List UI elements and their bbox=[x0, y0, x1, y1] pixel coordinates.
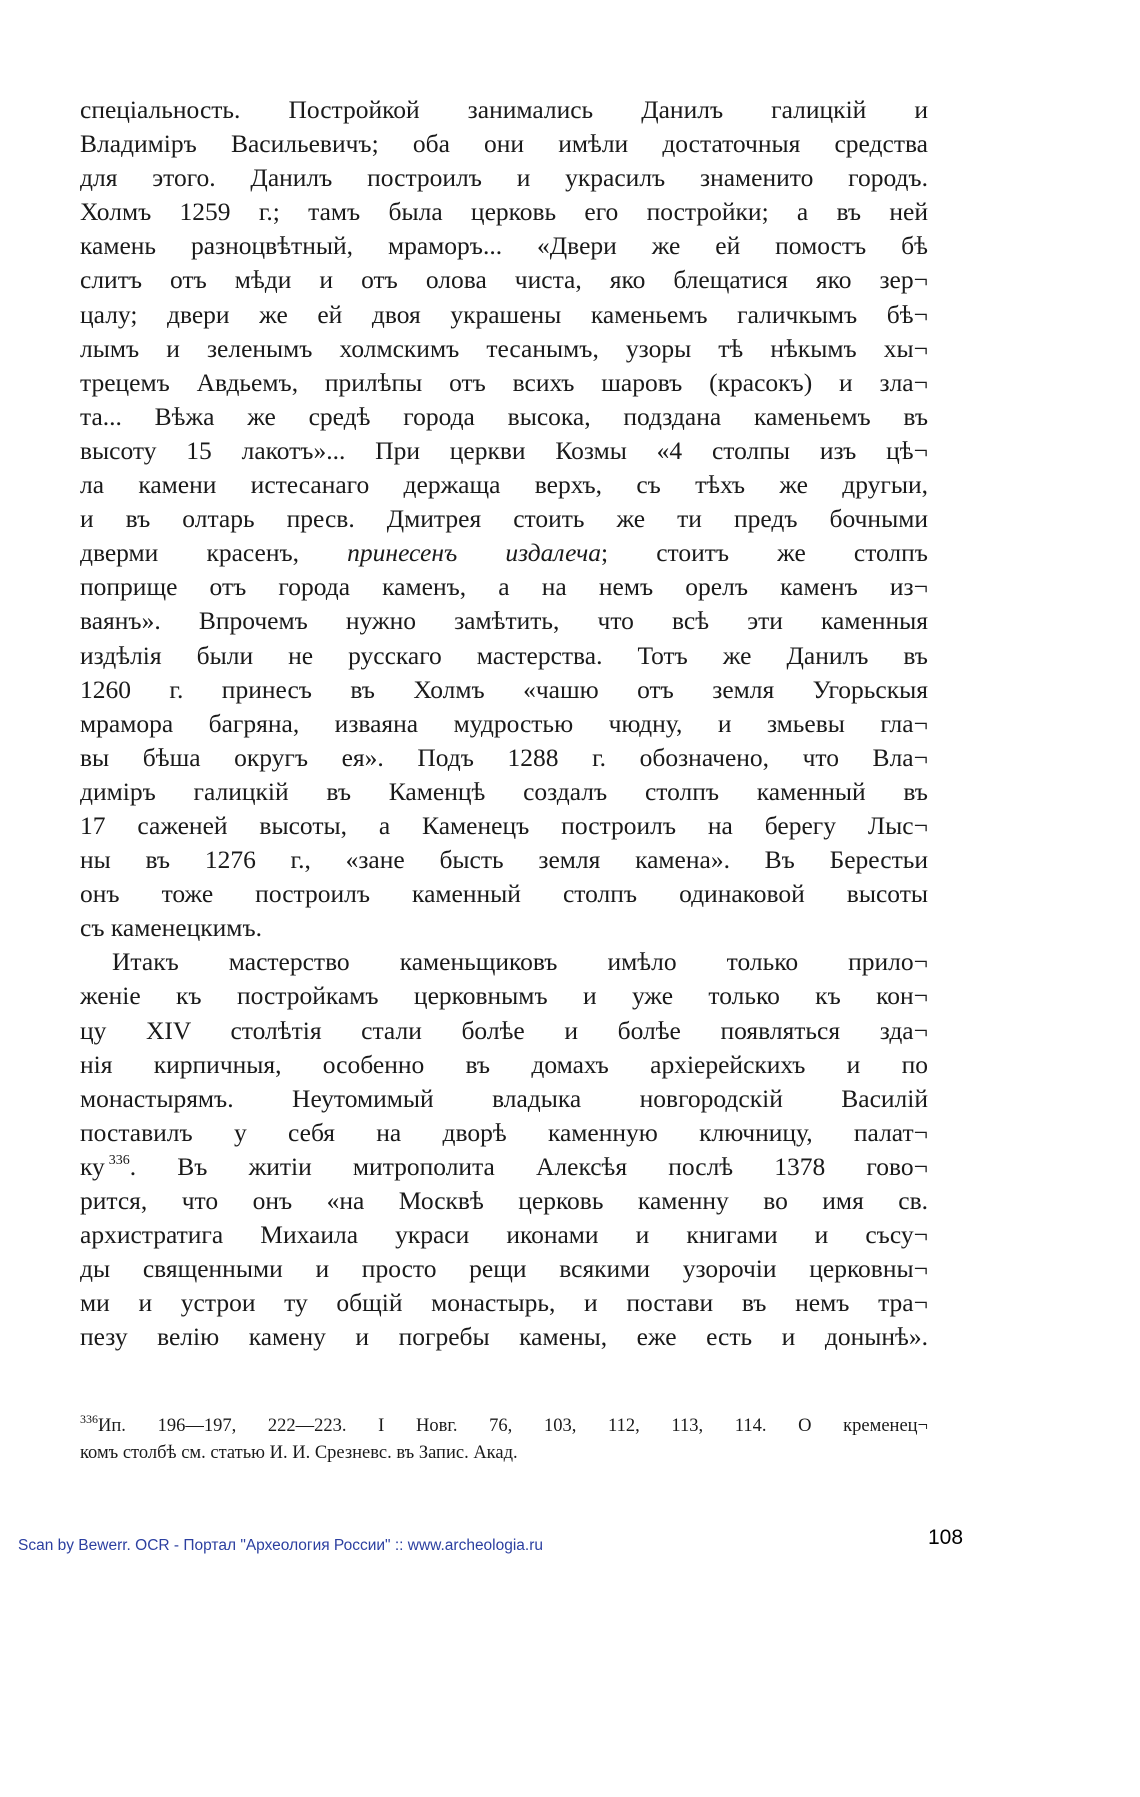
text-line: ды священными и просто рещи всякими узорочіи церковны¬ bbox=[80, 1254, 928, 1284]
text-line: мрамора багряна, изваяна мудростью чюдну, и змьевы гла¬ bbox=[80, 708, 928, 738]
text-line: вы бѣша округъ ея». Подъ 1288 г. обозначено, что Вла¬ bbox=[80, 742, 928, 772]
text-line: 1260 г. принесъ въ Холмъ «чашю отъ земля Угорьскыя bbox=[80, 674, 928, 704]
text-line: и въ олтарь пресв. Дмитрея стоить же ти предъ бочными bbox=[80, 504, 928, 534]
text-line: ла камени истесанаго держаща верхъ, съ тѣхъ же другыи, bbox=[80, 470, 928, 500]
text-line: трецемъ Авдьемъ, прилѣпы отъ всихъ шаровъ (красокъ) и зла¬ bbox=[80, 367, 928, 397]
text-line: ны въ 1276 г., «зане бысть земля камена». Въ Берестьи bbox=[80, 845, 928, 875]
text-line: ми и устрои ту общій монастырь, и постави въ немъ тра¬ bbox=[80, 1288, 928, 1318]
text-line: пезу велію камену и погребы камены, еже есть и донынѣ». bbox=[80, 1322, 928, 1352]
footnote-number: 336 bbox=[80, 1413, 98, 1426]
text-segment: . Въ житіи митрополита Алексѣя послѣ 1378 гово¬ bbox=[129, 1151, 928, 1181]
text-segment: ; стоитъ же столпъ bbox=[601, 538, 928, 568]
text-line: Владиміръ Васильевичъ; оба они имѣли достаточныя средства bbox=[80, 129, 928, 159]
text-line-paragraph-end: съ каменецкимъ. bbox=[80, 913, 262, 943]
text-line: высоту 15 лакотъ»... При церкви Козмы «4 столпы изъ цѣ¬ bbox=[80, 435, 928, 465]
text-line-footnote-ref bbox=[80, 1150, 928, 1184]
scan-credit-link[interactable]: Scan by Bewerr. OCR - Портал "Археология России" :: www.archeologia.ru bbox=[18, 1537, 544, 1554]
text-line: рится, что онъ «на Москвѣ церковь каменну во имя св. bbox=[80, 1186, 928, 1215]
text-line: нія кирпичныя, особенно въ домахъ архіерейскихъ и по bbox=[80, 1049, 928, 1079]
footnote-line: комъ столбѣ см. статью И. И. Срезневс. въ Запис. Акад. bbox=[80, 1443, 518, 1463]
text-line: 17 саженей высоты, а Каменецъ построилъ на берегу Лыс¬ bbox=[80, 810, 928, 840]
text-line: женіе къ постройкамъ церковнымъ и уже только къ кон¬ bbox=[80, 981, 928, 1011]
text-line-italic-phrase bbox=[80, 536, 928, 570]
text-line: камень разноцвѣтный, мраморъ... «Двери же ей помостъ бѣ bbox=[80, 231, 928, 261]
text-segment: дверми красенъ, bbox=[80, 538, 348, 568]
footnote-text: Ип. 196—197, 222—223. I Новг. 76, 103, 112, 113, 114. О кременец¬ bbox=[98, 1416, 928, 1436]
text-line: издѣлія были не русскаго мастерства. Тотъ же Данилъ въ bbox=[80, 640, 928, 670]
italic-phrase: принесенъ издалеча bbox=[347, 538, 602, 568]
text-line: ваянъ». Впрочемъ нужно замѣтить, что всѣ эти каменныя bbox=[80, 606, 928, 636]
footnote bbox=[80, 1413, 928, 1466]
text-line: цалу; двери же ей двоя украшены каменьемъ галичкымъ бѣ¬ bbox=[80, 299, 928, 329]
text-line: онъ тоже построилъ каменный столпъ одинаковой высоты bbox=[80, 879, 928, 909]
body-text bbox=[80, 93, 928, 1354]
text-line: диміръ галицкій въ Каменцѣ создалъ столпъ каменный въ bbox=[80, 776, 928, 806]
text-line: лымъ и зеленымъ холмскимъ тесанымъ, узоры тѣ нѣкымъ хы¬ bbox=[80, 333, 928, 363]
text-line: цу XIV столѣтія стали болѣе и болѣе появляться зда¬ bbox=[80, 1015, 928, 1045]
text-line: монастырямъ. Неутомимый владыка новгородскій Василій bbox=[80, 1083, 928, 1113]
text-line: поприще отъ города каменъ, а на немъ орелъ каменъ из¬ bbox=[80, 572, 928, 602]
text-line: спеціальность. Постройкой занимались Данилъ галицкій и bbox=[80, 95, 928, 124]
text-line-paragraph-start: Итакъ мастерство каменьщиковъ имѣло только прило¬ bbox=[112, 947, 928, 977]
text-line: для этого. Данилъ построилъ и украсилъ знаменито городъ. bbox=[80, 163, 928, 193]
text-segment: ку bbox=[80, 1151, 105, 1181]
footnote-line bbox=[80, 1413, 928, 1440]
page-number: 108 bbox=[928, 1526, 964, 1549]
text-line: архистратига Михаила украси иконами и книгами и съсу¬ bbox=[80, 1220, 928, 1250]
text-line: слитъ отъ мѣди и отъ олова чиста, яко блещатися яко зер¬ bbox=[80, 265, 928, 295]
text-line: та... Вѣжа же средѣ города высока, подздана каменьемъ въ bbox=[80, 401, 928, 431]
text-line: поставилъ у себя на дворѣ каменную ключницу, палат¬ bbox=[80, 1117, 928, 1147]
text-line: Холмъ 1259 г.; тамъ была церковь его постройки; а въ ней bbox=[80, 197, 928, 227]
footnote-reference[interactable]: 336 bbox=[108, 1152, 130, 1168]
